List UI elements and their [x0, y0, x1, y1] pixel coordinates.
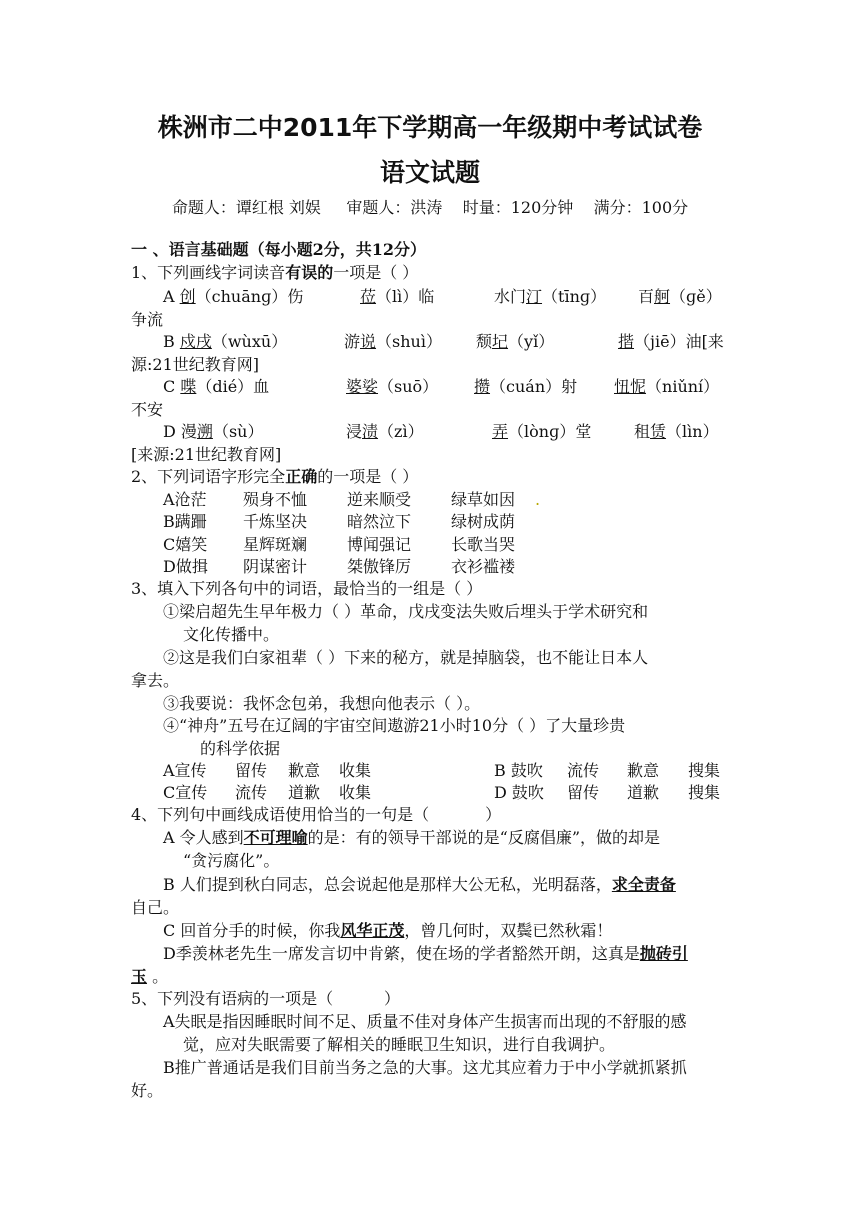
- q1-stem: 1、下列画线字词读音有误的一项是（ ）: [131, 263, 419, 282]
- q5-option-a: A失眠是指因睡眠时间不足、质量不佳对身体产生损害而出现的不舒服的感: [163, 1012, 687, 1031]
- q2-a-1: A沧茫: [163, 490, 207, 509]
- q3-opt-c-1: C宣传: [163, 783, 208, 802]
- q1-option-b-word2: 游说（shuì）: [344, 332, 442, 351]
- q4-option-a-cont: “贪污腐化”。: [183, 851, 280, 870]
- q3-opt-c-4: 收集: [339, 783, 372, 802]
- q3-opt-b-3: 歉意: [627, 761, 660, 780]
- q3-opt-a-1: A宣传: [163, 761, 207, 780]
- q1-option-a-word2: 莅（lì）临: [360, 287, 435, 306]
- q2-a-2: 殒身不恤: [243, 490, 308, 509]
- q3-sentence1-cont: 文化传播中。: [183, 625, 280, 644]
- q1-option-c-word2: 婆娑（suō）: [346, 377, 439, 396]
- q1-option-b-word4: 揩（jiē）油[来: [618, 332, 724, 351]
- q3-opt-a-3: 歉意: [288, 761, 321, 780]
- stray-dot: .: [535, 490, 541, 509]
- q2-d-2: 阴谋密计: [243, 557, 308, 576]
- q2-b-1: B蹒跚: [163, 512, 207, 531]
- q2-c-4: 长歌当哭: [451, 535, 516, 554]
- q1-option-c-word3: 攒（cuán）射: [474, 377, 578, 396]
- q1-option-a: A 创（chuānɡ）伤: [163, 287, 304, 306]
- q1-option-d-word2: 浸渍（zì）: [346, 422, 424, 441]
- exam-subtitle: 语文试题: [379, 158, 480, 187]
- q1-option-d-cont: [来源:21世纪教育网]: [131, 445, 282, 464]
- q2-c-3: 博闻强记: [347, 535, 412, 554]
- q5-option-a-cont: 觉，应对失眠需要了解相关的睡眠卫生知识，进行自我调护。: [183, 1035, 616, 1054]
- q1-option-a-word4: 百舸（ɡě）: [638, 287, 722, 306]
- q3-opt-c-3: 道歉: [288, 783, 321, 802]
- q3-sentence2-cont: 拿去。: [131, 671, 180, 690]
- q1-option-a-cont: 争流: [131, 310, 164, 329]
- q3-opt-b-4: 搜集: [688, 761, 721, 780]
- q1-option-d: D 漫溯（sù）: [163, 422, 264, 441]
- q2-stem: 2、下列词语字形完全正确的一项是（ ）: [131, 467, 419, 486]
- q2-b-3: 暗然泣下: [347, 512, 412, 531]
- q3-opt-d-2: 留传: [567, 783, 600, 802]
- q2-a-3: 逆来顺受: [347, 490, 412, 509]
- q5-stem: 5、下列没有语病的一项是（ ）: [131, 989, 401, 1008]
- q2-a-4: 绿草如因: [451, 490, 516, 509]
- q3-sentence3: ③我要说：我怀念包弟，我想向他表示（ ）。: [163, 694, 481, 713]
- q4-stem: 4、下列句中画线成语使用恰当的一句是（ ）: [131, 805, 502, 824]
- q4-option-d-cont: 玉 。: [131, 967, 169, 986]
- q2-c-2: 星辉斑斓: [243, 535, 308, 554]
- q2-d-3: 桀傲锋厉: [347, 557, 412, 576]
- q3-opt-d-1: D 鼓吹: [494, 783, 544, 802]
- q1-option-c-cont: 不安: [131, 400, 164, 419]
- q1-option-a-word3: 水门汀（tīnɡ）: [494, 287, 607, 306]
- q3-opt-a-4: 收集: [339, 761, 372, 780]
- q1-option-b: B 戍戌（wùxū）: [163, 332, 288, 351]
- section-heading: 一 、语言基础题（每小题2分，共12分）: [131, 240, 426, 259]
- q3-opt-b-2: 流传: [567, 761, 600, 780]
- q3-sentence2: ②这是我们白家祖辈（ ）下来的秘方，就是掉脑袋，也不能让日本人: [163, 648, 649, 667]
- q1-option-c-word4: 忸怩（niǔní）: [614, 377, 720, 396]
- q5-option-b: B推广普通话是我们目前当务之急的大事。这尤其应着力于中小学就抓紧抓: [163, 1058, 687, 1077]
- q1-option-c: C 喋（dié）血: [163, 377, 270, 396]
- q3-opt-b-1: B 鼓吹: [494, 761, 543, 780]
- q5-option-b-cont: 好。: [131, 1081, 164, 1100]
- q2-c-1: C嬉笑: [163, 535, 208, 554]
- q2-d-4: 衣衫褴褛: [451, 557, 516, 576]
- q3-sentence4: ④“神舟”五号在辽阔的宇宙空间遨游21小时10分（ ）了大量珍贵: [163, 716, 626, 735]
- q2-b-2: 千炼坚决: [243, 512, 308, 531]
- q4-option-c: C 回首分手的时候，你我风华正茂，曾几何时，双鬓已然秋霜！: [163, 921, 613, 940]
- q2-d-1: D做揖: [163, 557, 208, 576]
- q1-option-d-word3: 弄（lònɡ）堂: [492, 422, 592, 441]
- q3-opt-a-2: 留传: [235, 761, 268, 780]
- exam-meta: 命题人：谭红根 刘娱 审题人：洪涛 时量：120分钟 满分：100分: [171, 198, 689, 217]
- q3-stem: 3、填入下列各句中的词语，最恰当的一组是（ ）: [131, 579, 483, 598]
- q3-sentence4-cont: 的科学依据: [200, 739, 281, 758]
- q2-b-4: 绿树成荫: [451, 512, 516, 531]
- q4-option-b: B 人们提到秋白同志，总会说起他是那样大公无私，光明磊落，求全责备: [163, 875, 676, 894]
- q4-option-b-cont: 自己。: [131, 898, 180, 917]
- q3-opt-d-4: 搜集: [688, 783, 721, 802]
- q1-option-d-word4: 租赁（lìn）: [634, 422, 719, 441]
- q4-option-d: D季羡林老先生一席发言切中肯綮，使在场的学者豁然开朗，这真是抛砖引: [163, 944, 688, 963]
- q4-option-a: A 令人感到不可理喻的是：有的领导干部说的是“反腐倡廉”，做的却是: [163, 828, 661, 847]
- q1-option-b-cont: 源:21世纪教育网]: [131, 355, 259, 374]
- q3-opt-d-3: 道歉: [627, 783, 660, 802]
- q3-opt-c-2: 流传: [235, 783, 268, 802]
- q3-sentence1: ①梁启超先生早年极力（ ）革命，戊戌变法失败后埋头于学术研究和: [163, 602, 649, 621]
- exam-title: 株洲市二中2011年下学期高一年级期中考试试卷: [157, 113, 703, 142]
- q1-option-b-word3: 颓圮（yǐ）: [476, 332, 555, 351]
